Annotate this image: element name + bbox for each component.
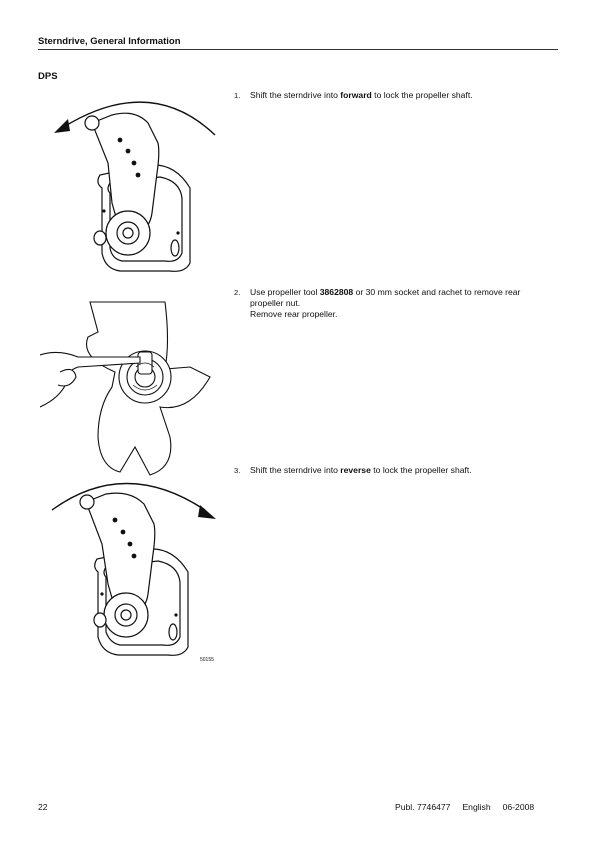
figure-shift-forward — [40, 93, 225, 283]
figure-code: 50155 — [200, 657, 214, 663]
step-number: 2. — [234, 288, 241, 297]
step-1 — [234, 90, 550, 101]
section-title: DPS — [38, 71, 58, 82]
header-rule — [38, 49, 558, 50]
step-number: 1. — [234, 91, 241, 100]
step-text: Shift the sterndrive into forward to lock the propeller shaft. — [250, 90, 473, 100]
figure-propeller-removal — [40, 297, 225, 477]
step-number: 3. — [234, 466, 241, 475]
step-2 — [234, 287, 550, 320]
figure-shift-reverse — [40, 472, 225, 662]
publication-info: Publ. 7746477 English 06-2008 — [395, 802, 535, 812]
step-text: Shift the sterndrive into reverse to lock the propeller shaft. — [250, 465, 472, 475]
step-text: Use propeller tool 3862808 or 30 mm socket and rachet to remove rear propeller nut. Remove rear propeller. — [250, 287, 521, 319]
page-header-title: Sterndrive, General Information — [38, 36, 181, 47]
page-number: 22 — [38, 802, 48, 812]
step-3 — [234, 465, 550, 476]
